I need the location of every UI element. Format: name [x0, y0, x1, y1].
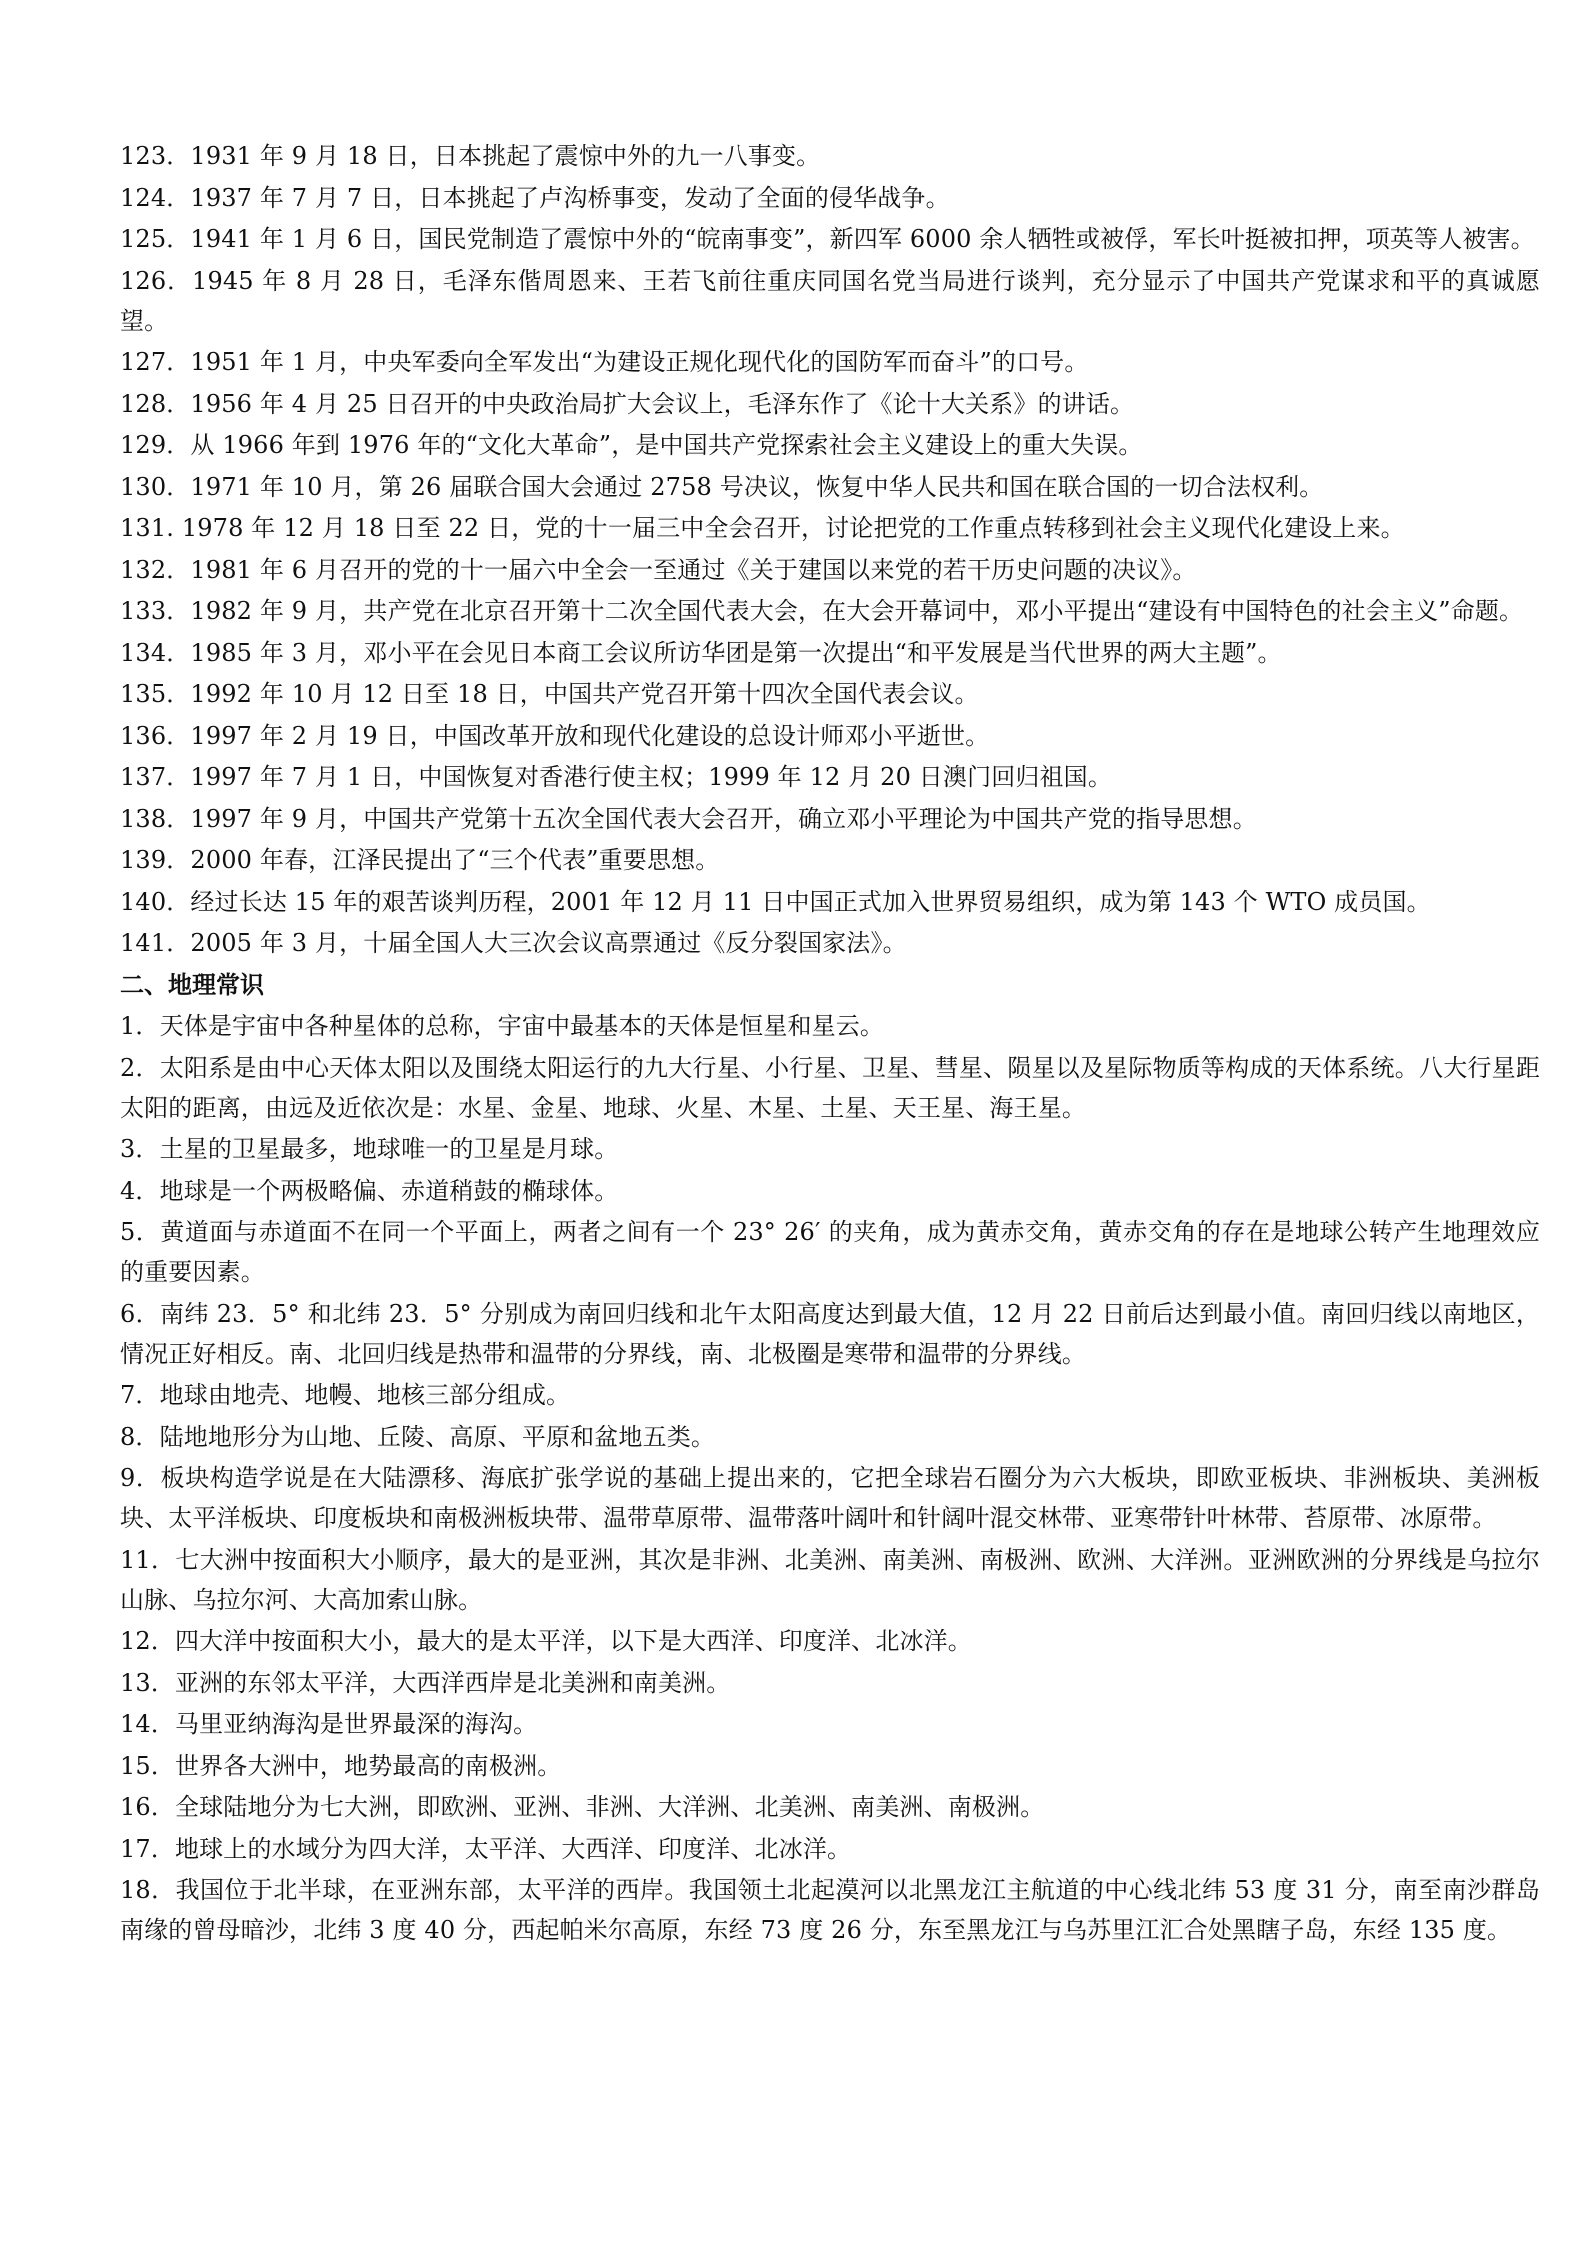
geography-item-15: 15．世界各大洲中，地势最高的南极洲。: [120, 1751, 562, 1780]
history-item-140: 140．经过长达 15 年的艰苦谈判历程，2001 年 12 月 11 日中国正式加入世界贸易组织，成为第 143 个 WTO 成员国。: [120, 887, 1431, 916]
geography-item-8: 8．陆地地形分为山地、丘陵、高原、平原和盆地五类。: [120, 1422, 716, 1451]
history-item-134: 134．1985 年 3 月，邓小平在会见日本商工会议所访华团是第一次提出“和平发展是当代世界的两大主题”。: [120, 638, 1282, 667]
history-item-123: 123．1931 年 9 月 18 日，日本挑起了震惊中外的九一八事变。: [120, 142, 821, 170]
history-item-126: 126．1945 年 8 月 28 日，毛泽东偕周恩来、王若飞前往重庆同国名党当局进行谈判，充分显示了中国共产党谋求和平的真诚愿望。: [120, 266, 1540, 335]
geography-item-16: 16．全球陆地分为七大洲，即欧洲、亚洲、非洲、大洋洲、北美洲、南美洲、南极洲。: [120, 1793, 1045, 1821]
geography-item-4: 4．地球是一个两极略偏、赤道稍鼓的椭球体。: [120, 1176, 619, 1205]
history-item-138: 138．1997 年 9 月，中国共产党第十五次全国代表大会召开，确立邓小平理论为中国共产党的指导思想。: [120, 804, 1257, 833]
geography-item-3: 3．土星的卫星最多，地球唯一的卫星是月球。: [120, 1135, 619, 1163]
geography-item-14: 14．马里亚纳海沟是世界最深的海沟。: [120, 1710, 538, 1738]
history-item-127: 127．1951 年 1 月，中央军委向全军发出“为建设正规化现代化的国防军而奋斗”的口号。: [120, 348, 1089, 376]
history-item-133: 133．1982 年 9 月，共产党在北京召开第十二次全国代表大会，在大会开幕词中，邓小平提出“建设有中国特色的社会主义”命题。: [120, 597, 1524, 625]
history-item-129: 129．从 1966 年到 1976 年的“文化大革命”，是中国共产党探索社会主义建设上的重大失误。: [120, 431, 1143, 459]
history-item-130: 130．1971 年 10 月，第 26 届联合国大会通过 2758 号决议，恢复中华人民共和国在联合国的一切合法权利。: [120, 472, 1324, 501]
history-item-135: 135．1992 年 10 月 12 日至 18 日，中国共产党召开第十四次全国代表会议。: [120, 680, 979, 708]
document-page: [120, 136, 1540, 1952]
geography-item-18: 18．我国位于北半球，在亚洲东部，太平洋的西岸。我国领土北起漠河以北黑龙江主航道的中心线北纬 53 度 31 分，南至南沙群岛南缘的曾母暗沙，北纬 3 度 40 分，西起帕米尔高原，东经 73 度 26 分，东至黑龙江与乌苏里江汇合处黑瞎子岛，东经 135 度。: [120, 1876, 1540, 1944]
geography-item-9: 9．板块构造学说是在大陆漂移、海底扩张学说的基础上提出来的，它把全球岩石圈分为六大板块，即欧亚板块、非洲板块、美洲板块、太平洋板块、印度板块和南极洲板块带、温带草原带、温带落叶阔叶和针阔叶混交林带、亚寒带针叶林带、苔原带、冰原带。: [120, 1464, 1540, 1532]
history-item-128: 128．1956 年 4 月 25 日召开的中央政治局扩大会议上，毛泽东作了《论十大关系》的讲话。: [120, 389, 1135, 418]
history-item-139: 139．2000 年春，江泽民提出了“三个代表”重要思想。: [120, 846, 720, 874]
history-item-131: 131. 1978 年 12 月 18 日至 22 日，党的十一届三中全会召开，讨论把党的工作重点转移到社会主义现代化建设上来。: [120, 514, 1405, 542]
geography-item-1: 1．天体是宇宙中各种星体的总称，宇宙中最基本的天体是恒星和星云。: [120, 1012, 885, 1040]
geography-item-7: 7．地球由地壳、地幔、地核三部分组成。: [120, 1381, 571, 1409]
history-item-125: 125．1941 年 1 月 6 日，国民党制造了震惊中外的“皖南事变”，新四军 6000 余人牺牲或被俘，军长叶挺被扣押，项英等人被害。: [120, 225, 1535, 253]
section-heading-geography: 二、地理常识: [120, 969, 264, 999]
geography-item-13: 13．亚洲的东邻太平洋，大西洋西岸是北美洲和南美洲。: [120, 1668, 731, 1697]
history-item-137: 137．1997 年 7 月 1 日，中国恢复对香港行使主权；1999 年 12 月 20 日澳门回归祖国。: [120, 763, 1112, 791]
geography-item-5: 5．黄道面与赤道面不在同一个平面上，两者之间有一个 23° 26′ 的夹角，成为黄赤交角，黄赤交角的存在是地球公转产生地理效应的重要因素。: [120, 1218, 1540, 1286]
geography-item-12: 12．四大洋中按面积大小，最大的是太平洋，以下是大西洋、印度洋、北冰洋。: [120, 1627, 972, 1655]
geography-item-2: 2．太阳系是由中心天体太阳以及围绕太阳运行的九大行星、小行星、卫星、彗星、陨星以及星际物质等构成的天体系统。八大行星距太阳的距离，由远及近依次是：水星、金星、地球、火星、木星、土星、天王星、海王星。: [120, 1053, 1540, 1122]
geography-item-6: 6．南纬 23．5° 和北纬 23．5° 分别成为南回归线和北午太阳高度达到最大值，12 月 22 日前后达到最小值。南回归线以南地区，情况正好相反。南、北回归线是热带和温带的分界线，南、北极圈是寒带和温带的分界线。: [120, 1299, 1540, 1368]
history-item-141: 141．2005 年 3 月，十届全国人大三次会议高票通过《反分裂国家法》。: [120, 929, 907, 957]
geography-item-11: 11．七大洲中按面积大小顺序，最大的是亚洲，其次是非洲、北美洲、南美洲、南极洲、欧洲、大洋洲。亚洲欧洲的分界线是乌拉尔山脉、乌拉尔河、大高加索山脉。: [120, 1545, 1540, 1614]
geography-item-17: 17．地球上的水域分为四大洋，太平洋、大西洋、印度洋、北冰洋。: [120, 1834, 852, 1863]
history-item-124: 124．1937 年 7 月 7 日，日本挑起了卢沟桥事变，发动了全面的侵华战争。: [120, 183, 950, 212]
history-item-132: 132．1981 年 6 月召开的党的十一届六中全会一至通过《关于建国以来党的若干历史问题的决议》。: [120, 555, 1197, 584]
history-item-136: 136．1997 年 2 月 19 日，中国改革开放和现代化建设的总设计师邓小平逝世。: [120, 721, 990, 750]
